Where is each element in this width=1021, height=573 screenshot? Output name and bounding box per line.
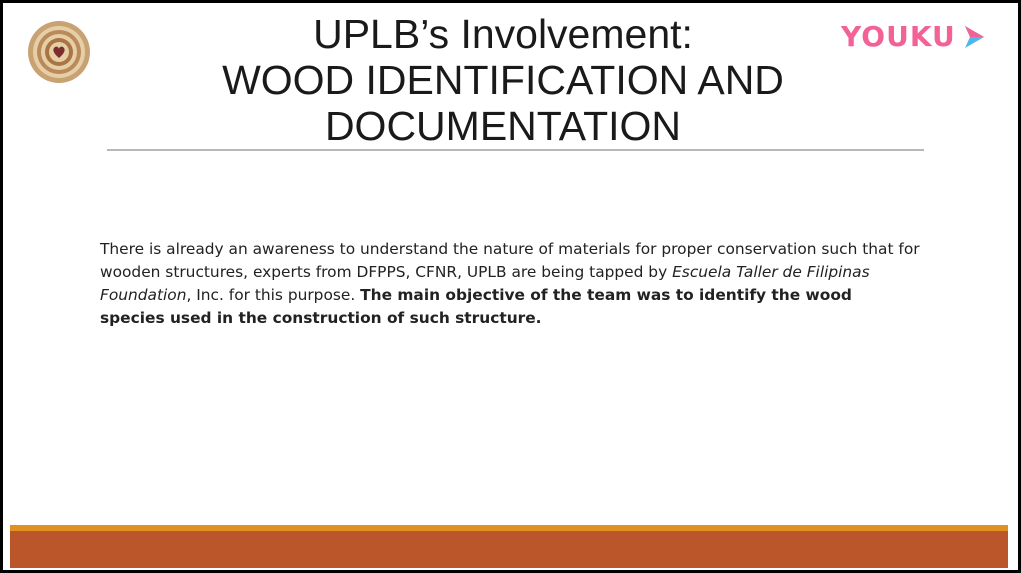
wood-ring-heart-logo-icon <box>27 20 91 84</box>
title-line-2: WOOD IDENTIFICATION AND <box>222 57 784 103</box>
play-arrow-icon <box>960 23 988 51</box>
body-text-part-1: There is already an awareness to understand the nature of materials for proper conservation such that for wooden structures, experts from DFPPS, CFNR, UPLB are being tapped by <box>100 240 920 281</box>
title-line-1: UPLB’s Involvement: <box>313 11 693 57</box>
title-line-3: DOCUMENTATION <box>324 103 682 149</box>
slide <box>3 3 1018 570</box>
title-divider <box>107 149 924 151</box>
body-text-part-2: , Inc. for this purpose. <box>186 286 361 304</box>
footer-band-thick <box>10 531 1008 568</box>
body-text-bold: The main objective of the team was to identify the wood species used in the construction of such structure. <box>100 286 852 327</box>
youku-wordmark: YOUKU <box>841 20 956 53</box>
youku-watermark <box>841 21 988 53</box>
slide-title <box>143 11 863 149</box>
body-text-italic: Escuela Taller de Filipinas Foundation <box>100 263 870 304</box>
body-paragraph <box>100 238 920 330</box>
